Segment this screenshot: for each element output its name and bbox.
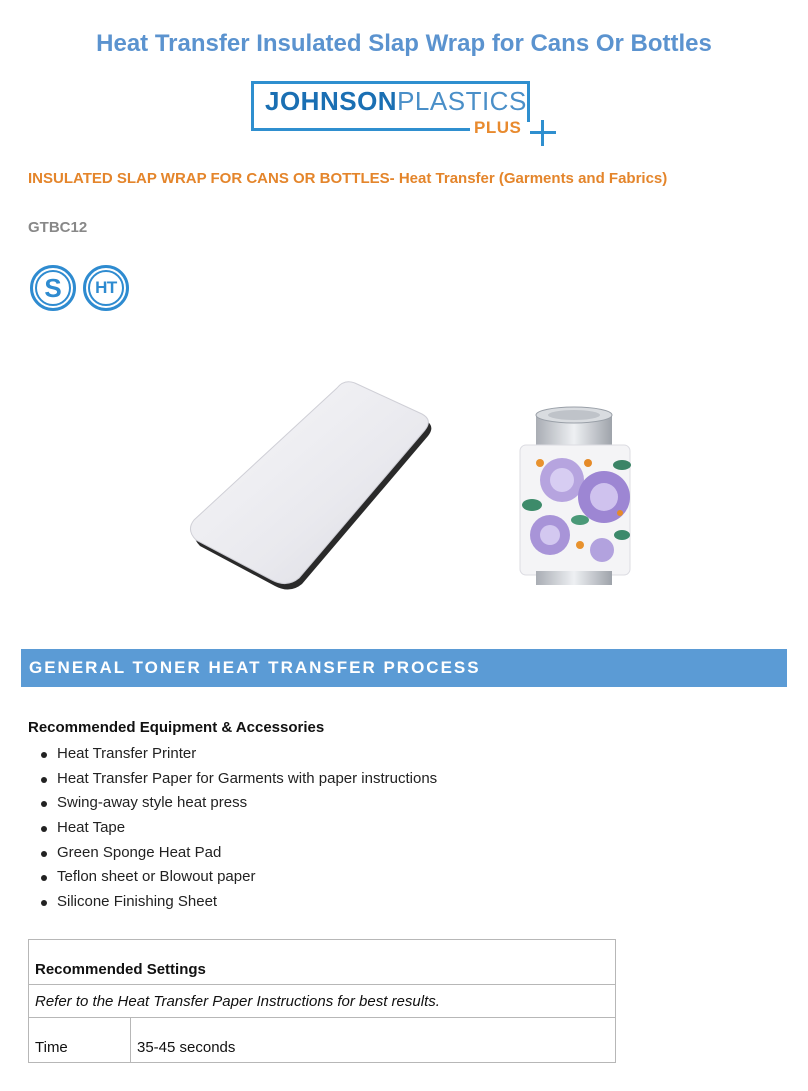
setting-label: Time	[29, 1018, 131, 1063]
settings-heading: Recommended Settings	[29, 940, 616, 985]
table-row	[29, 1018, 616, 1063]
product-heading: INSULATED SLAP WRAP FOR CANS OR BOTTLES- Heat Transfer (Garments and Fabrics)	[28, 170, 668, 187]
settings-note: Refer to the Heat Transfer Paper Instructions for best results.	[29, 985, 616, 1018]
list-item: Teflon sheet or Blowout paper	[28, 865, 437, 890]
section-title: GENERAL TONER HEAT TRANSFER PROCESS	[29, 658, 481, 677]
slap-wrap-blank-image	[120, 348, 482, 616]
list-item: Heat Transfer Printer	[28, 742, 437, 767]
product-sku: GTBC12	[28, 219, 88, 236]
equipment-list	[28, 742, 437, 915]
section-banner	[21, 649, 787, 687]
wrapped-can-image	[492, 385, 682, 600]
document-title: Heat Transfer Insulated Slap Wrap for Cans Or Bottles	[96, 30, 712, 57]
sublimation-badge-icon: S	[30, 265, 76, 311]
list-item: Heat Transfer Paper for Garments with paper instructions	[28, 767, 437, 792]
list-item: Heat Tape	[28, 816, 437, 841]
logo-plus-word: PLUS	[474, 118, 522, 137]
equipment-heading: Recommended Equipment & Accessories	[28, 719, 325, 736]
list-item: Swing-away style heat press	[28, 791, 437, 816]
list-item: Green Sponge Heat Pad	[28, 841, 437, 866]
logo-wordmark: JOHNSONPLASTICS	[265, 86, 527, 116]
settings-table	[28, 939, 616, 1063]
list-item: Silicone Finishing Sheet	[28, 890, 437, 915]
heat-transfer-badge-icon: HT	[83, 265, 129, 311]
setting-value: 35-45 seconds	[131, 1018, 616, 1063]
